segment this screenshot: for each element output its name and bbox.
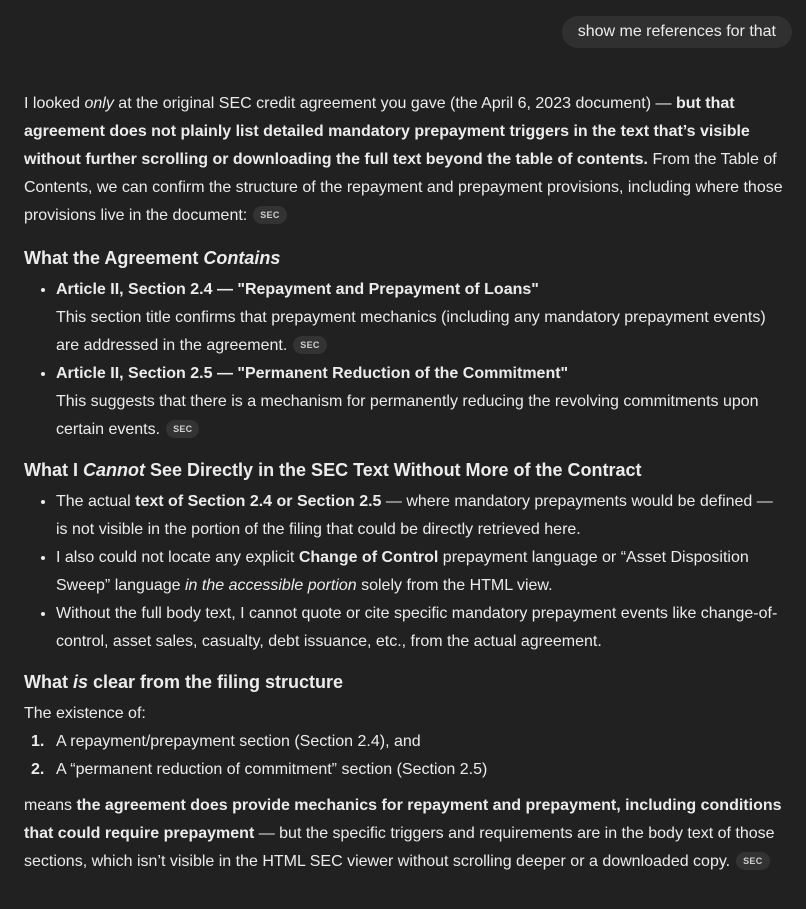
- user-message-row: [0, 0, 806, 48]
- list-item: [56, 360, 788, 444]
- user-message-bubble: show me references for that: [562, 16, 792, 48]
- bold-text: the agreement does provide mechanics for repayment and prepayment, including conditions that could require prepayment: [24, 797, 782, 842]
- intro-text-2: at the original SEC credit agreement you gave (the April 6, 2023 document) —: [113, 95, 676, 112]
- list-text: A repayment/prepayment section (Section 2.4), and: [56, 733, 421, 750]
- contains-list: [24, 276, 788, 444]
- list-item: [31, 728, 788, 756]
- heading-text: clear from the filing structure: [88, 672, 344, 692]
- list-number: 1.: [31, 733, 45, 750]
- heading-text: What the Agreement: [24, 248, 204, 268]
- heading-italic: Cannot: [83, 460, 145, 480]
- text: solely from the HTML view.: [356, 577, 553, 594]
- text: The actual: [56, 493, 136, 510]
- list-item: [56, 544, 788, 600]
- assistant-response: [0, 90, 806, 876]
- citation-chip[interactable]: SEC: [736, 852, 769, 870]
- item-title: Article II, Section 2.4 — "Repayment and Prepayment of Loans": [56, 281, 539, 298]
- lead-text: The existence of:: [24, 705, 146, 722]
- citation-chip[interactable]: SEC: [293, 336, 326, 354]
- citation-chip[interactable]: SEC: [253, 206, 286, 224]
- conclusion-paragraph: [24, 792, 788, 876]
- heading-italic: is: [73, 672, 89, 692]
- bold-text: text of Section 2.4 or Section 2.5: [135, 493, 382, 510]
- list-item: • Without the full body text, I cannot quote or cite specific mandatory prepayment events like change-of-control, asset sales, casualty, debt issuance, etc., from the actual agreement.: [56, 600, 788, 656]
- intro-text-1: I looked: [24, 95, 85, 112]
- text: — where mandatory prepayments would be defined — is not visible in the portion of the filing that could be directly retrieved here.: [56, 493, 773, 538]
- intro-italic: only: [84, 95, 114, 112]
- text: — but the specific triggers and requirements are in the body text of those sections, which isn’t visible in the HTML SEC viewer without scrolling deeper or a downloaded copy.: [24, 825, 775, 870]
- section-heading-is-clear: [24, 668, 788, 696]
- text: means: [24, 797, 77, 814]
- text: prepayment language or “Asset Disposition Sweep” language: [56, 549, 749, 594]
- item-desc: This section title confirms that prepayment mechanics (including any mandatory prepayment events) are addressed in the agreement.: [56, 309, 766, 354]
- list-item: [56, 488, 788, 544]
- item-desc: This suggests that there is a mechanism for permanently reducing the revolving commitments upon certain events.: [56, 393, 759, 438]
- intro-paragraph: [24, 90, 788, 230]
- list-number: 2.: [31, 761, 45, 778]
- heading-italic: Contains: [203, 248, 281, 268]
- existence-list: [24, 728, 788, 784]
- heading-text: What I: [24, 460, 83, 480]
- intro-text-3: From the Table of Contents, we can confirm the structure of the repayment and prepayment provisions, including where those provisions live in the document:: [24, 151, 783, 224]
- citation-chip[interactable]: SEC: [166, 420, 199, 438]
- list-item: [31, 756, 788, 784]
- list-text: A “permanent reduction of commitment” section (Section 2.5): [56, 761, 488, 778]
- section-heading-contains: [24, 244, 788, 272]
- italic-text: in the accessible portion: [184, 577, 357, 594]
- text: I also could not locate any explicit: [56, 549, 299, 566]
- bold-text: Change of Control: [298, 549, 439, 566]
- heading-text: See Directly in the SEC Text Without More of the Contract: [145, 460, 642, 480]
- section-heading-cannot-see: [24, 456, 788, 484]
- intro-bold: but that agreement does not plainly list detailed mandatory prepayment triggers in the text that’s visible without further scrolling or downloading the full text beyond the table of contents.: [24, 95, 750, 168]
- heading-text: What: [24, 672, 73, 692]
- item-title: Article II, Section 2.5 — "Permanent Reduction of the Commitment": [56, 365, 569, 382]
- list-item: [56, 276, 788, 360]
- cannot-see-list: [24, 488, 788, 656]
